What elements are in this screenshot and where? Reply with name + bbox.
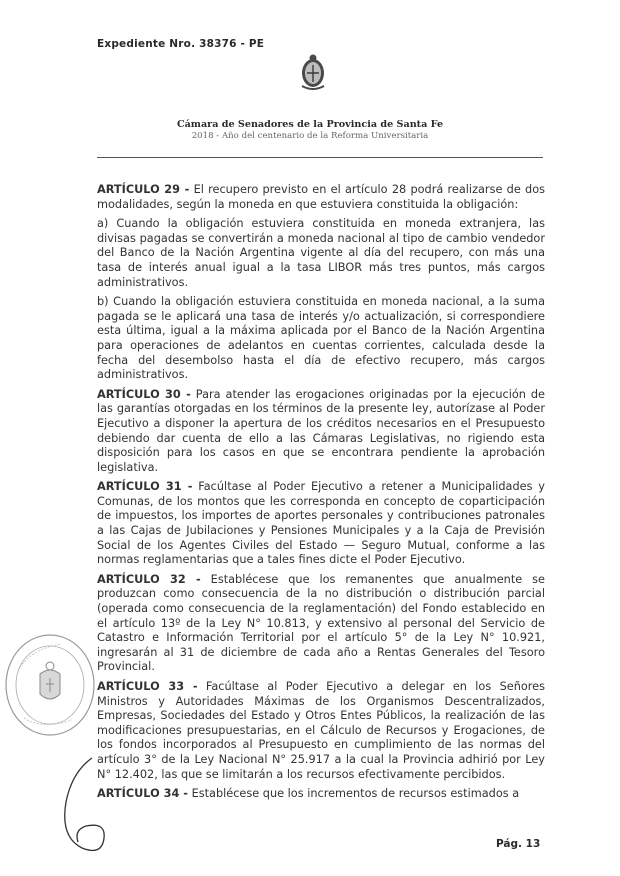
article-30: [97, 388, 545, 476]
article-title: ARTÍCULO 30 -: [97, 387, 191, 401]
article-29-clause-a: [97, 217, 545, 290]
article-text: Facúltase al Poder Ejecutivo a delegar en los Señores Ministros y Autoridades Máximas de los Organismos Descentralizados, Empresas, Sociedades del Estado y Otros Entes Públicos, la realización de las modificaciones presupuestarias, en el Cálculo de Recursos y Erogaciones, de los fondos incorporados al Presupuesto en cumplimiento de las normas del artículo 3° de la Ley Nacional N° 25.917 a la cual la Provincia adhirió por Ley N° 12.402, las que se limitarán a los recursos efectivamente percibidos.: [97, 680, 546, 781]
page-number: Pág. 13: [496, 838, 541, 850]
article-29-clause-b: [97, 295, 545, 383]
article-33: [97, 680, 545, 782]
article-text: Establécese que los incrementos de recursos estimados a: [187, 787, 520, 801]
article-text: El recupero previsto en el artículo 28 podrá realizarse de dos modalidades, según la moneda en que estuviera constituida la obligación:: [97, 183, 545, 211]
article-32: [97, 573, 545, 675]
article-text: Para atender las erogaciones originadas por la ejecución de las garantías otorgadas en los términos de la presente ley, autorízase al Poder Ejecutivo a disponer la apertura de los créditos necesarios en el Presupuesto debiendo dar cuenta de ello a las Cámaras Legislativas, no rigiendo esta disposición para los casos en que se encontrara pendiente la aprobación legislativa.: [97, 387, 546, 474]
article-34: [97, 787, 545, 802]
year-motto: 2018 - Año del centenario de la Reforma Universitaria: [191, 131, 429, 141]
article-text: b) Cuando la obligación estuviera constituida en moneda nacional, a la suma pagada se le aplicará una tasa de interés y/o actualización, si correspondiere esta última, igual a la máxima aplicada por el Banco de la Nación Argentina para operaciones de adelantos en cuentas corrientes, calculada desde la fecha del desembolso hasta el día de efectivo recupero, más cargos administrativos.: [97, 295, 545, 382]
article-title: ARTÍCULO 29 -: [97, 183, 190, 196]
official-seal-stamp-icon: [2, 630, 98, 740]
article-29: [97, 183, 545, 212]
article-text: Facúltase al Poder Ejecutivo a retener a Municipalidades y Comunas, de los montos que les corresponda en concepto de coparticipación de impuestos, los importes de aportes personales y contribuciones patronales a las Cajas de Jubilaciones y Pensiones Municipales y a la Caja de Previsión Social de los Agentes Civiles del Estado — Seguro Mutual, conforme a las normas reglamentarias que a tales fines dicte el Poder Ejecutivo.: [97, 480, 545, 567]
document-body: [97, 183, 545, 807]
article-title: ARTÍCULO 33 -: [97, 680, 198, 693]
article-31: [97, 480, 545, 568]
provincial-crest-icon: [298, 52, 328, 90]
article-text: a) Cuando la obligación estuviera constituida en moneda extranjera, las divisas pagadas se convertirán a moneda nacional al tipo de cambio vendedor del Banco de la Nación Argentina vigente al día del recupero, con más una tasa de interés anual igual a la tasa LIBOR más tres puntos, más cargos administrativos.: [97, 217, 545, 289]
article-title: ARTÍCULO 34 -: [97, 787, 188, 801]
header-divider: [97, 157, 543, 158]
article-title: ARTÍCULO 32 -: [97, 572, 201, 586]
expediente-number: Expediente Nro. 38376 - PE: [97, 38, 265, 50]
article-title: ARTÍCULO 31 -: [97, 480, 193, 494]
article-text: Establécese que los remanentes que anualmente se produzcan como consecuencia de la no distribución o distribución parcial (operada como consecuencia de la reglamentación) del Fondo establecido en el artículo 13º de la Ley N° 10.813, y extensivo al personal del Servicio de Catastro e Información Territorial por el artículo 5° de la Ley N° 10.921, ingresarán al 31 de diciembre de cada año a Rentas Generales del Tesoro Provincial.: [97, 572, 545, 674]
handwritten-signature-icon: [52, 752, 112, 862]
chamber-title: Cámara de Senadores de la Provincia de Santa Fe: [176, 119, 444, 130]
